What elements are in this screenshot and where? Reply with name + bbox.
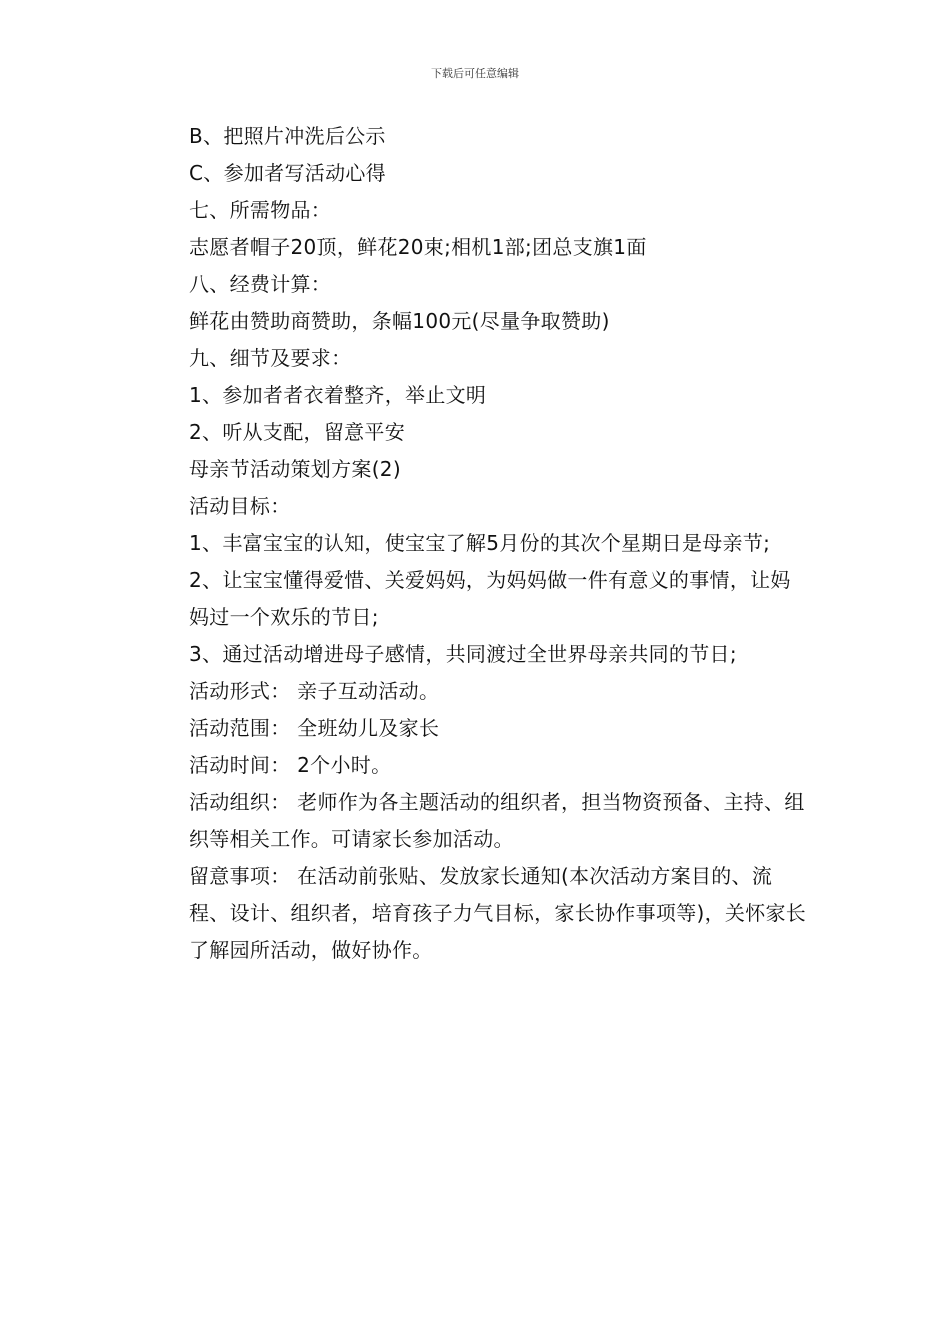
page-header-note: 下载后可任意编辑 xyxy=(431,67,519,80)
paragraph-notes: 留意事项： 在活动前张贴、发放家长通知(本次活动方案目的、流程、设计、组织者，培育孩子力气目标，家长协作事项等)，关怀家长了解园所活动，做好协作。 xyxy=(189,864,807,962)
document-body xyxy=(145,118,810,969)
section-heading-requirements: 九、细节及要求： xyxy=(189,346,352,370)
paragraph-activity-scope: 活动范围： 全班幼儿及家长 xyxy=(189,716,440,740)
paragraph-goal-1: 1、丰富宝宝的认知，使宝宝了解5月份的其次个星期日是母亲节; xyxy=(189,531,771,555)
paragraph-budget-detail: 鲜花由赞助商赞助，条幅100元(尽量争取赞助) xyxy=(189,309,610,333)
paragraph-activity-organization: 活动组织： 老师作为各主题活动的组织者，担当物资预备、主持、组织等相关工作。可请家长参加活动。 xyxy=(189,790,805,851)
paragraph-goal-2: 2、让宝宝懂得爱惜、关爱妈妈，为妈妈做一件有意义的事情，让妈妈过一个欢乐的节日; xyxy=(189,568,791,629)
section-heading-goals: 活动目标： xyxy=(189,494,291,518)
paragraph-items-list: 志愿者帽子20顶，鲜花20束;相机1部;团总支旗1面 xyxy=(189,235,647,259)
section-heading-required-items: 七、所需物品： xyxy=(189,198,332,222)
paragraph-activity-time: 活动时间： 2个小时。 xyxy=(189,753,392,777)
paragraph-requirement-dress: 1、参加者者衣着整齐，举止文明 xyxy=(189,383,487,407)
paragraph-goal-3: 3、通过活动增进母子感情，共同渡过全世界母亲共同的节日; xyxy=(189,642,737,666)
section-heading-budget: 八、经费计算： xyxy=(189,272,332,296)
paragraph-requirement-safety: 2、听从支配，留意平安 xyxy=(189,420,406,444)
section-title-plan-2: 母亲节活动策划方案(2) xyxy=(189,457,401,481)
paragraph-activity-form: 活动形式： 亲子互动活动。 xyxy=(189,679,440,703)
paragraph-write-reflection: C、参加者写活动心得 xyxy=(189,161,386,185)
paragraph-photo-publish: B、把照片冲洗后公示 xyxy=(189,124,386,148)
